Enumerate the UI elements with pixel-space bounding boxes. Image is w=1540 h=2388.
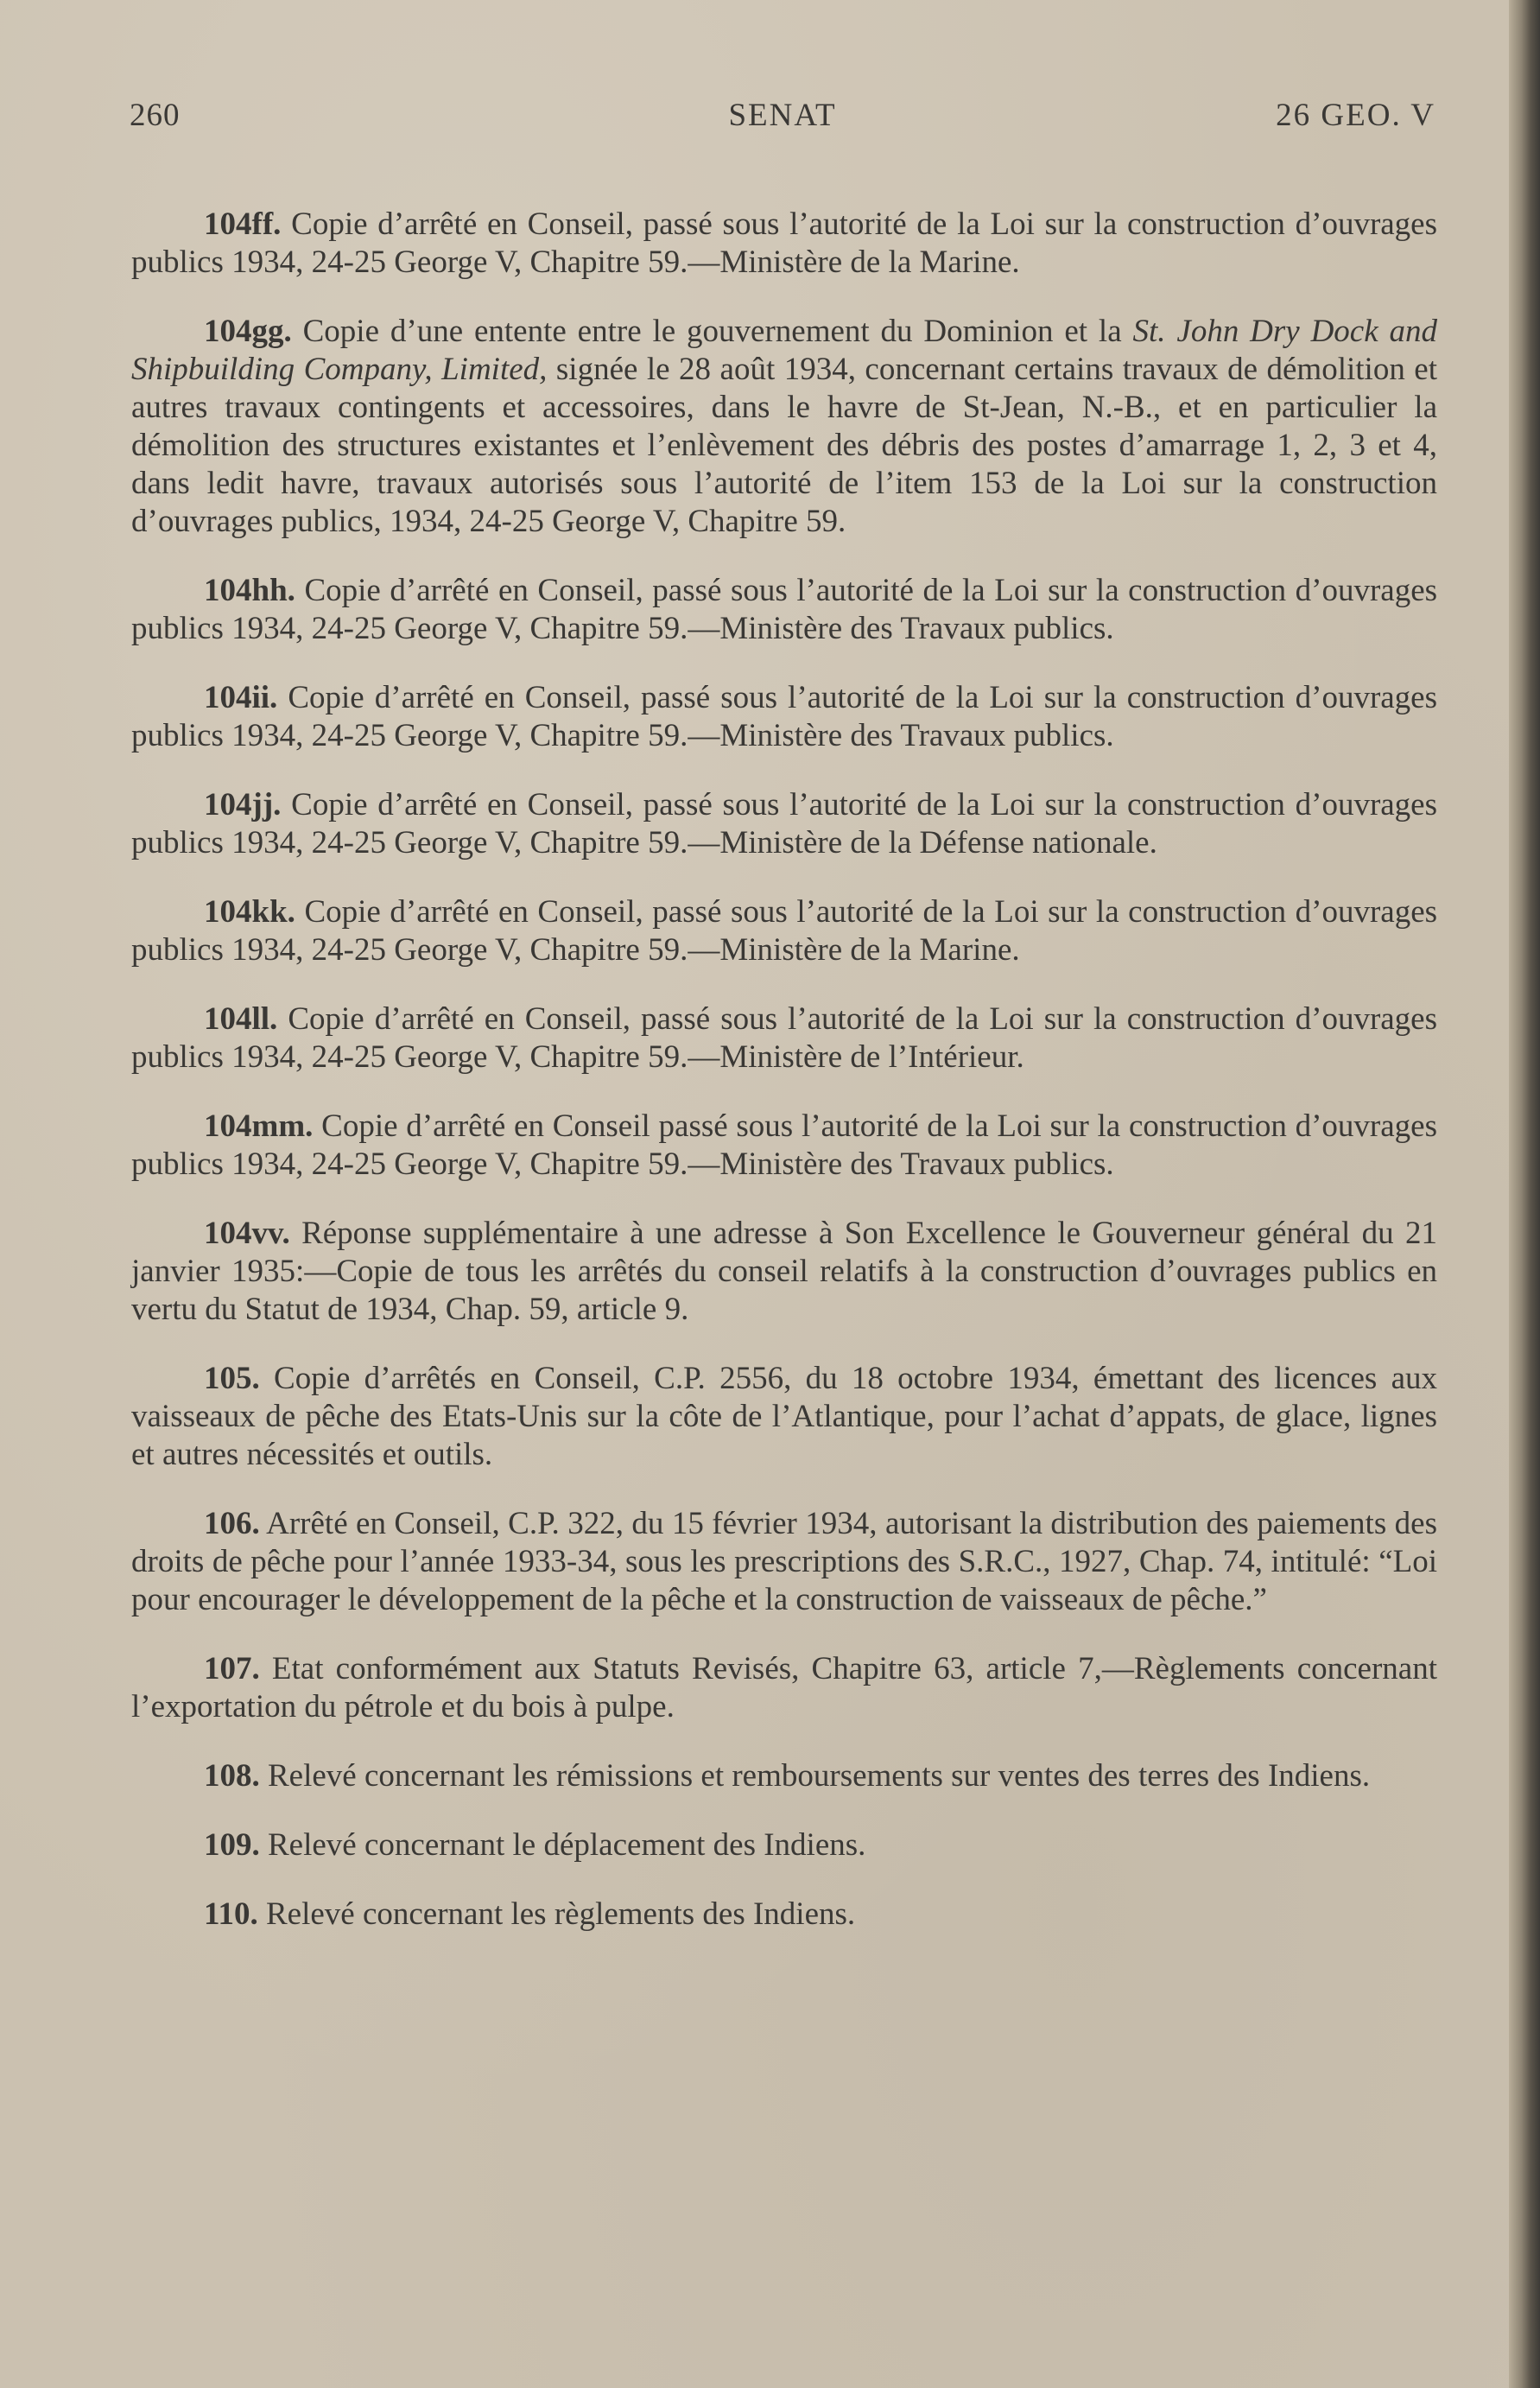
entry-106 (131, 1505, 1437, 1619)
entry-108 (131, 1757, 1437, 1795)
entry-text: Copie d’arrêté en Conseil passé sous l’autorité de la Loi sur la construction d’ouvrages publics 1934, 24-25 George V, Chapitre 59.—Ministère des Travaux publics. (131, 1108, 1438, 1182)
entry-number: 104hh. (204, 573, 295, 608)
entry-text: Relevé concernant le déplacement des Indiens. (268, 1827, 866, 1863)
entry-text: Etat conformément aux Statuts Revisés, Chapitre 63, article 7,—Règlements concernant l’exportation du pétrole et du bois à pulpe. (131, 1651, 1438, 1724)
entry-text: Copie d’arrêté en Conseil, passé sous l’autorité de la Loi sur la construction d’ouvrages publics 1934, 24-25 George V, Chapitre 59.—Ministère de la Marine. (131, 894, 1438, 968)
entry-number: 104mm. (204, 1108, 314, 1144)
entry-text: Copie d’arrêtés en Conseil, C.P. 2556, du 18 octobre 1934, émettant des licences aux vaisseaux de pêche des Etats-Unis sur la côte de l’Atlantique, pour l’achat d’appats, de glace, lignes et autres nécessités et outils. (131, 1361, 1438, 1472)
entry-text: Réponse supplémentaire à une adresse à Son Excellence le Gouverneur général du 21 janvier 1935:—Copie de tous les arrêtés du conseil relatifs à la construction d’ouvrages publics en vertu du Statut de 1934, Chap. 59, article 9. (131, 1216, 1438, 1327)
entry-number: 110. (204, 1896, 258, 1932)
entry-104ll (131, 1000, 1437, 1077)
entry-number: 108. (204, 1758, 260, 1794)
entry-104hh (131, 572, 1437, 648)
entry-104ff (131, 206, 1437, 282)
entry-text: Copie d’arrêté en Conseil, passé sous l’autorité de la Loi sur la construction d’ouvrages publics 1934, 24-25 George V, Chapitre 59.—Ministère de la Marine. (131, 206, 1438, 280)
entry-110 (131, 1896, 1437, 1934)
running-head (130, 97, 1435, 149)
page-header-title: SENAT (728, 98, 837, 133)
page-number: 260 (130, 98, 181, 133)
entry-text: Relevé concernant les rémissions et remboursements sur ventes des terres des Indiens. (268, 1758, 1371, 1794)
page-header-session: 26 GEO. V (1276, 98, 1435, 133)
entry-text: signée le 28 août 1934, concernant certains travaux de démolition et autres travaux contingents et accessoires, dans le havre de St-Jean, N.-B., et en particulier la démolition des structures existantes et l’enlèvement des débris des postes d’amarrage 1, 2, 3 et 4, dans ledit havre, travaux autorisés sous l’autorité de l’item 153 de la Loi sur la construction d’ouvrages publics, 1934, 24-25 George V, Chapitre 59. (131, 352, 1437, 539)
entry-104gg (131, 313, 1437, 541)
entry-text: Copie d’une entente entre le gouvernement du Dominion et la (302, 314, 1122, 349)
entry-italic-company: St. John Dry Dock and Shipbuilding Company, Limited, (131, 314, 1438, 387)
entry-104jj (131, 786, 1437, 862)
entries-list (131, 206, 1437, 1965)
entry-text: Copie d’arrêté en Conseil, passé sous l’autorité de la Loi sur la construction d’ouvrages publics 1934, 24-25 George V, Chapitre 59.—Ministère de la Défense nationale. (131, 787, 1438, 861)
entry-text: Copie d’arrêté en Conseil, passé sous l’autorité de la Loi sur la construction d’ouvrages publics 1934, 24-25 George V, Chapitre 59.—Ministère des Travaux publics. (131, 680, 1438, 753)
entry-number: 106. (204, 1506, 260, 1541)
entry-text: Copie d’arrêté en Conseil, passé sous l’autorité de la Loi sur la construction d’ouvrages publics 1934, 24-25 George V, Chapitre 59.—Ministère de l’Intérieur. (131, 1001, 1438, 1075)
entry-number: 104ii. (204, 680, 278, 715)
entry-105 (131, 1360, 1437, 1474)
entry-104vv (131, 1215, 1437, 1329)
entry-104kk (131, 893, 1437, 969)
entry-109 (131, 1826, 1437, 1864)
entry-number: 104ll. (204, 1001, 278, 1037)
page-edge-shadow (1509, 0, 1540, 2388)
entry-number: 104kk. (204, 894, 295, 930)
entry-number: 104ff. (204, 206, 282, 242)
entry-104ii (131, 679, 1437, 755)
entry-number: 104jj. (204, 787, 282, 822)
entry-number: 104gg. (204, 314, 292, 349)
entry-107 (131, 1650, 1437, 1726)
entry-number: 109. (204, 1827, 260, 1863)
entry-number: 105. (204, 1361, 260, 1396)
entry-number: 104vv. (204, 1216, 290, 1251)
entry-text: Arrêté en Conseil, C.P. 322, du 15 février 1934, autorisant la distribution des paiements des droits de pêche pour l’année 1933-34, sous les prescriptions des S.R.C., 1927, Chap. 74, intitulé: “Loi pour encourager le développement de la pêche et la construction de vaisseaux de pêche.” (131, 1506, 1437, 1617)
entry-104mm (131, 1108, 1437, 1184)
entry-number: 107. (204, 1651, 260, 1686)
entry-text: Copie d’arrêté en Conseil, passé sous l’autorité de la Loi sur la construction d’ouvrages publics 1934, 24-25 George V, Chapitre 59.—Ministère des Travaux publics. (131, 573, 1438, 646)
entry-text: Relevé concernant les règlements des Indiens. (265, 1896, 856, 1932)
